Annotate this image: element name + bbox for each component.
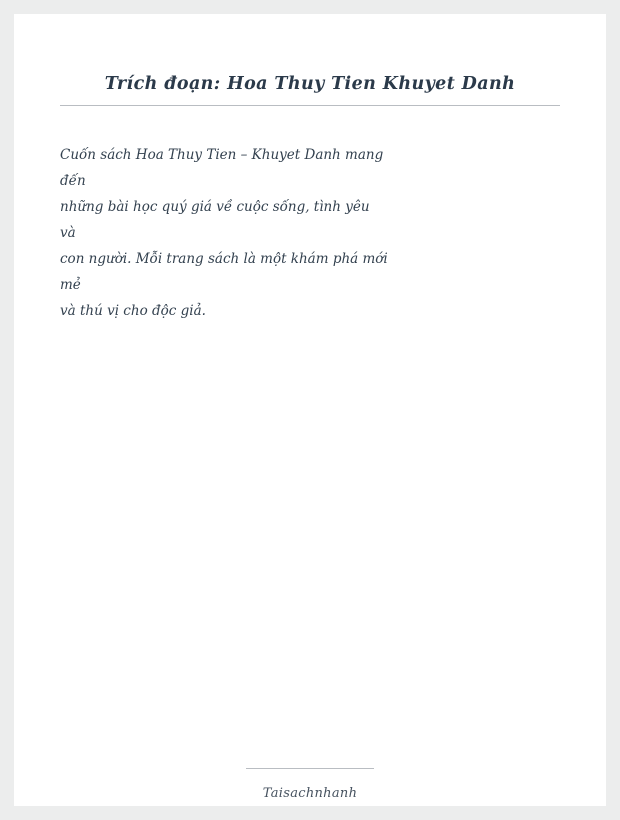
footer-label: Taisachnhanh bbox=[262, 786, 358, 801]
title-divider bbox=[60, 105, 560, 106]
body-line: và thú vị cho độc giả. bbox=[60, 303, 206, 319]
footer-divider bbox=[246, 768, 374, 769]
body-line: đến bbox=[60, 173, 86, 189]
document-body bbox=[60, 142, 480, 324]
body-line: Cuốn sách Hoa Thuy Tien – Khuyet Danh mang bbox=[60, 147, 384, 163]
body-line: và bbox=[60, 225, 76, 241]
page-title: Trích đoạn: Hoa Thuy Tien Khuyet Danh bbox=[104, 74, 516, 94]
document-page bbox=[14, 14, 606, 806]
body-line: những bài học quý giá về cuộc sống, tình yêu bbox=[60, 199, 370, 215]
body-line: mẻ bbox=[60, 277, 81, 293]
body-line: con người. Mỗi trang sách là một khám phá mới bbox=[60, 251, 388, 267]
